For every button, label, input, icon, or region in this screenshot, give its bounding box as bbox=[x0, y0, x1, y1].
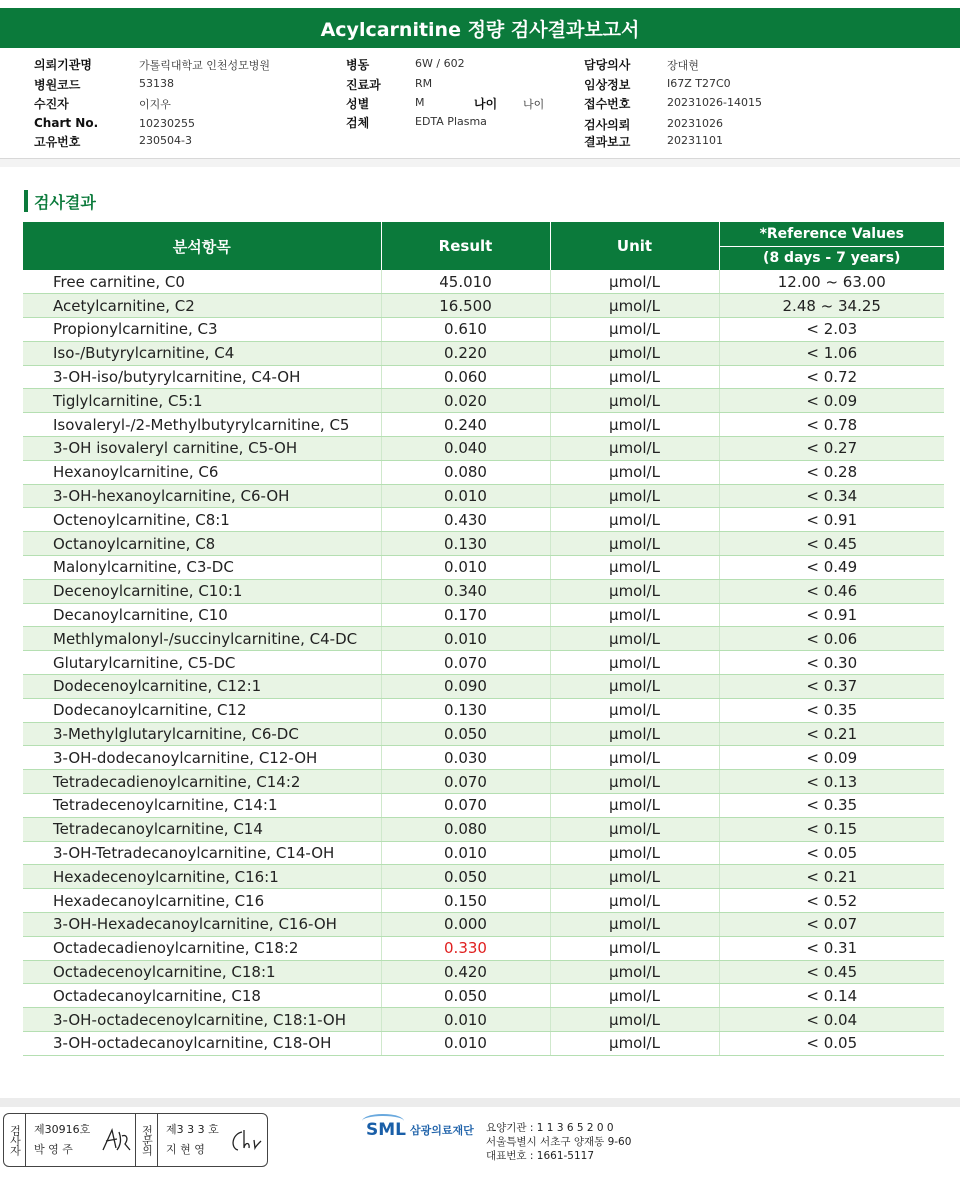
table-row bbox=[23, 627, 944, 651]
lab-logo-mark-text: SML bbox=[366, 1120, 406, 1140]
table-row bbox=[23, 1032, 944, 1056]
section-heading bbox=[24, 189, 96, 213]
specialist-signature-icon bbox=[228, 1126, 264, 1156]
unit-value: μmol/L bbox=[550, 746, 719, 770]
analyte-name: Tetradecenoylcarnitine, C14:1 bbox=[23, 794, 381, 818]
analyte-name: Tetradecadienoylcarnitine, C14:2 bbox=[23, 770, 381, 794]
unit-value: μmol/L bbox=[550, 484, 719, 508]
result-value: 0.130 bbox=[381, 698, 550, 722]
reference-value: < 0.34 bbox=[719, 484, 944, 508]
lab-logo-arc-icon bbox=[362, 1114, 404, 1128]
lab-phone: 대표번호 : 1661-5117 bbox=[486, 1150, 595, 1162]
inspector-name: 박 영 주 bbox=[34, 1143, 73, 1156]
analyte-name: Dodecanoylcarnitine, C12 bbox=[23, 698, 381, 722]
analyte-name: Isovaleryl-/2-Methylbutyrylcarnitine, C5 bbox=[23, 413, 381, 437]
analyte-name: 3-OH-Tetradecanoylcarnitine, C14-OH bbox=[23, 841, 381, 865]
results-body bbox=[23, 270, 944, 1055]
unit-value: μmol/L bbox=[550, 651, 719, 675]
unit-value: μmol/L bbox=[550, 1032, 719, 1056]
analyte-name: 3-OH-iso/butyrylcarnitine, C4-OH bbox=[23, 365, 381, 389]
reference-value: < 0.27 bbox=[719, 437, 944, 461]
lab-name: 삼광의료재단 bbox=[410, 1124, 474, 1137]
unit-value: μmol/L bbox=[550, 556, 719, 580]
analyte-name: Hexadecanoylcarnitine, C16 bbox=[23, 889, 381, 913]
unit-value: μmol/L bbox=[550, 841, 719, 865]
result-value: 0.420 bbox=[381, 960, 550, 984]
result-value: 0.170 bbox=[381, 603, 550, 627]
unit-value: μmol/L bbox=[550, 1008, 719, 1032]
value-age: 나이 bbox=[523, 98, 545, 111]
table-row bbox=[23, 889, 944, 913]
result-value: 0.060 bbox=[381, 365, 550, 389]
analyte-name: Acetylcarnitine, C2 bbox=[23, 294, 381, 318]
analyte-name: Octadecenoylcarnitine, C18:1 bbox=[23, 960, 381, 984]
value-physician: 장대현 bbox=[667, 59, 699, 72]
header-item: 분석항목 bbox=[23, 222, 381, 270]
analyte-name: Free carnitine, C0 bbox=[23, 270, 381, 294]
analyte-name: Tetradecanoylcarnitine, C14 bbox=[23, 817, 381, 841]
label-department: 진료과 bbox=[346, 78, 381, 92]
reference-value: < 0.72 bbox=[719, 365, 944, 389]
result-value: 0.010 bbox=[381, 556, 550, 580]
result-value: 0.010 bbox=[381, 1008, 550, 1032]
value-patient-name: 이지우 bbox=[139, 98, 171, 111]
reference-value: < 0.45 bbox=[719, 532, 944, 556]
result-value: 0.150 bbox=[381, 889, 550, 913]
patient-info bbox=[0, 56, 960, 152]
value-clinical-info: I67Z T27C0 bbox=[667, 77, 731, 90]
analyte-name: Iso-/Butyrylcarnitine, C4 bbox=[23, 341, 381, 365]
analyte-name: 3-OH-octadecanoylcarnitine, C18-OH bbox=[23, 1032, 381, 1056]
unit-value: μmol/L bbox=[550, 817, 719, 841]
unit-value: μmol/L bbox=[550, 675, 719, 699]
analyte-name: Octadecadienoylcarnitine, C18:2 bbox=[23, 936, 381, 960]
unit-value: μmol/L bbox=[550, 532, 719, 556]
unit-value: μmol/L bbox=[550, 318, 719, 342]
reference-value: < 0.35 bbox=[719, 698, 944, 722]
value-ward: 6W / 602 bbox=[415, 57, 465, 70]
reference-value: < 2.03 bbox=[719, 318, 944, 342]
analyte-name: 3-OH-Hexadecanoylcarnitine, C16-OH bbox=[23, 913, 381, 937]
unit-value: μmol/L bbox=[550, 389, 719, 413]
unit-value: μmol/L bbox=[550, 460, 719, 484]
table-row bbox=[23, 698, 944, 722]
label-hospital-code: 병원코드 bbox=[34, 78, 81, 92]
table-row bbox=[23, 794, 944, 818]
analyte-name: Decenoylcarnitine, C10:1 bbox=[23, 579, 381, 603]
inspector-label bbox=[4, 1114, 26, 1166]
reference-value: < 0.37 bbox=[719, 675, 944, 699]
table-row bbox=[23, 508, 944, 532]
result-value: 0.010 bbox=[381, 627, 550, 651]
table-row bbox=[23, 817, 944, 841]
label-patient-name: 수진자 bbox=[34, 97, 69, 111]
analyte-name: 3-Methylglutarylcarnitine, C6-DC bbox=[23, 722, 381, 746]
result-value: 0.070 bbox=[381, 794, 550, 818]
header-reference-sub: (8 days - 7 years) bbox=[719, 246, 944, 270]
result-value: 0.340 bbox=[381, 579, 550, 603]
unit-value: μmol/L bbox=[550, 960, 719, 984]
result-value: 0.070 bbox=[381, 770, 550, 794]
reference-value: < 0.31 bbox=[719, 936, 944, 960]
analyte-name: Octadecanoylcarnitine, C18 bbox=[23, 984, 381, 1008]
table-row bbox=[23, 865, 944, 889]
table-row bbox=[23, 413, 944, 437]
lab-code: 요양기관 : 1 1 3 6 5 2 0 0 bbox=[486, 1122, 614, 1134]
result-value: 0.080 bbox=[381, 460, 550, 484]
result-value: 0.220 bbox=[381, 341, 550, 365]
table-row bbox=[23, 913, 944, 937]
result-value: 0.030 bbox=[381, 746, 550, 770]
reference-value: < 0.30 bbox=[719, 651, 944, 675]
header-unit: Unit bbox=[550, 222, 719, 270]
value-request-date: 20231026 bbox=[667, 117, 723, 130]
reference-value: < 0.91 bbox=[719, 603, 944, 627]
label-physician: 담당의사 bbox=[584, 58, 631, 72]
table-row bbox=[23, 651, 944, 675]
header-result: Result bbox=[381, 222, 550, 270]
table-row bbox=[23, 579, 944, 603]
result-value: 0.240 bbox=[381, 413, 550, 437]
reference-value: 12.00 ~ 63.00 bbox=[719, 270, 944, 294]
table-row bbox=[23, 936, 944, 960]
result-value: 0.010 bbox=[381, 1032, 550, 1056]
inspector-signature-icon bbox=[100, 1126, 134, 1156]
analyte-name: 3-OH-octadecenoylcarnitine, C18:1-OH bbox=[23, 1008, 381, 1032]
label-age: 나이 bbox=[474, 97, 498, 111]
reference-value: < 0.46 bbox=[719, 579, 944, 603]
table-row bbox=[23, 532, 944, 556]
table-row bbox=[23, 722, 944, 746]
unit-value: μmol/L bbox=[550, 294, 719, 318]
specialist-label-text: 전문의 bbox=[140, 1125, 154, 1155]
value-specimen: EDTA Plasma bbox=[415, 115, 487, 128]
label-report-date: 결과보고 bbox=[584, 135, 631, 149]
table-row bbox=[23, 841, 944, 865]
reference-value: < 0.05 bbox=[719, 1032, 944, 1056]
section-title: 검사결과 bbox=[34, 192, 96, 212]
unit-value: μmol/L bbox=[550, 437, 719, 461]
table-row bbox=[23, 675, 944, 699]
unit-value: μmol/L bbox=[550, 508, 719, 532]
table-row bbox=[23, 1008, 944, 1032]
reference-value: < 0.45 bbox=[719, 960, 944, 984]
reference-value: < 0.21 bbox=[719, 865, 944, 889]
table-row bbox=[23, 437, 944, 461]
unit-value: μmol/L bbox=[550, 770, 719, 794]
unit-value: μmol/L bbox=[550, 270, 719, 294]
specialist-info bbox=[166, 1120, 219, 1160]
unit-value: μmol/L bbox=[550, 984, 719, 1008]
result-value: 0.020 bbox=[381, 389, 550, 413]
unit-value: μmol/L bbox=[550, 603, 719, 627]
result-value: 0.000 bbox=[381, 913, 550, 937]
unit-value: μmol/L bbox=[550, 627, 719, 651]
result-value: 16.500 bbox=[381, 294, 550, 318]
value-chart-no: 10230255 bbox=[139, 117, 195, 130]
analyte-name: 3-OH-hexanoylcarnitine, C6-OH bbox=[23, 484, 381, 508]
reference-value: < 0.13 bbox=[719, 770, 944, 794]
reference-value: < 0.78 bbox=[719, 413, 944, 437]
reference-value: < 0.09 bbox=[719, 746, 944, 770]
label-chart-no: Chart No. bbox=[34, 116, 99, 130]
reference-value: < 0.21 bbox=[719, 722, 944, 746]
specialist-license: 제3 3 3 호 bbox=[166, 1123, 219, 1136]
table-row bbox=[23, 389, 944, 413]
table-row bbox=[23, 603, 944, 627]
analyte-name: Decanoylcarnitine, C10 bbox=[23, 603, 381, 627]
results-table bbox=[23, 222, 944, 1056]
value-sex: M bbox=[415, 96, 425, 109]
label-accession-no: 접수번호 bbox=[584, 97, 631, 111]
specialist-label bbox=[136, 1114, 158, 1166]
value-unique-no: 230504-3 bbox=[139, 134, 192, 147]
result-value: 0.090 bbox=[381, 675, 550, 699]
label-sex: 성별 bbox=[346, 97, 370, 111]
table-row bbox=[23, 556, 944, 580]
reference-value: < 0.07 bbox=[719, 913, 944, 937]
value-hospital-code: 53138 bbox=[139, 77, 174, 90]
unit-value: μmol/L bbox=[550, 913, 719, 937]
unit-value: μmol/L bbox=[550, 579, 719, 603]
reference-value: < 0.09 bbox=[719, 389, 944, 413]
header-gray-strip bbox=[0, 159, 960, 167]
analyte-name: Tiglylcarnitine, C5:1 bbox=[23, 389, 381, 413]
header-reference: *Reference Values bbox=[719, 222, 944, 246]
reference-value: 2.48 ~ 34.25 bbox=[719, 294, 944, 318]
result-value: 0.610 bbox=[381, 318, 550, 342]
table-row bbox=[23, 365, 944, 389]
label-clinical-info: 임상정보 bbox=[584, 78, 631, 92]
reference-value: < 0.04 bbox=[719, 1008, 944, 1032]
unit-value: μmol/L bbox=[550, 341, 719, 365]
label-unique-no: 고유번호 bbox=[34, 135, 81, 149]
analyte-name: Octanoylcarnitine, C8 bbox=[23, 532, 381, 556]
analyte-name: 3-OH isovaleryl carnitine, C5-OH bbox=[23, 437, 381, 461]
table-row bbox=[23, 270, 944, 294]
table-row bbox=[23, 484, 944, 508]
signature-box bbox=[3, 1113, 268, 1167]
unit-value: μmol/L bbox=[550, 794, 719, 818]
unit-value: μmol/L bbox=[550, 936, 719, 960]
reference-value: < 0.52 bbox=[719, 889, 944, 913]
table-row bbox=[23, 770, 944, 794]
result-value: 0.330 bbox=[381, 936, 550, 960]
analyte-name: Glutarylcarnitine, C5-DC bbox=[23, 651, 381, 675]
result-value: 0.040 bbox=[381, 437, 550, 461]
reference-value: < 0.14 bbox=[719, 984, 944, 1008]
specialist-name: 지 현 영 bbox=[166, 1143, 205, 1156]
result-value: 45.010 bbox=[381, 270, 550, 294]
analyte-name: Methlymalonyl-/succinylcarnitine, C4-DC bbox=[23, 627, 381, 651]
lab-info bbox=[486, 1121, 631, 1163]
table-row bbox=[23, 294, 944, 318]
label-specimen: 검체 bbox=[346, 116, 370, 130]
lab-logo bbox=[366, 1120, 474, 1140]
table-row bbox=[23, 460, 944, 484]
reference-value: < 1.06 bbox=[719, 341, 944, 365]
analyte-name: Dodecenoylcarnitine, C12:1 bbox=[23, 675, 381, 699]
reference-value: < 0.28 bbox=[719, 460, 944, 484]
unit-value: μmol/L bbox=[550, 722, 719, 746]
inspector-label-text: 검사자 bbox=[8, 1125, 22, 1155]
label-requesting-institution: 의뢰기관명 bbox=[34, 58, 92, 72]
result-value: 0.050 bbox=[381, 865, 550, 889]
result-value: 0.010 bbox=[381, 484, 550, 508]
analyte-name: Hexadecenoylcarnitine, C16:1 bbox=[23, 865, 381, 889]
value-requesting-institution: 가톨릭대학교 인천성모병원 bbox=[139, 59, 271, 72]
analyte-name: Octenoylcarnitine, C8:1 bbox=[23, 508, 381, 532]
reference-value: < 0.49 bbox=[719, 556, 944, 580]
value-department: RM bbox=[415, 77, 433, 90]
unit-value: μmol/L bbox=[550, 865, 719, 889]
footer-gray-strip bbox=[0, 1098, 960, 1107]
label-request-date: 검사의뢰 bbox=[584, 118, 631, 132]
table-row bbox=[23, 984, 944, 1008]
reference-value: < 0.06 bbox=[719, 627, 944, 651]
reference-value: < 0.15 bbox=[719, 817, 944, 841]
table-row bbox=[23, 746, 944, 770]
unit-value: μmol/L bbox=[550, 698, 719, 722]
unit-value: μmol/L bbox=[550, 413, 719, 437]
lab-logo-mark bbox=[366, 1120, 406, 1140]
value-report-date: 20231101 bbox=[667, 134, 723, 147]
reference-value: < 0.05 bbox=[719, 841, 944, 865]
report-title: Acylcarnitine 정량 검사결과보고서 bbox=[0, 8, 960, 48]
reference-value: < 0.91 bbox=[719, 508, 944, 532]
label-ward: 병동 bbox=[346, 58, 370, 72]
result-value: 0.050 bbox=[381, 984, 550, 1008]
unit-value: μmol/L bbox=[550, 365, 719, 389]
result-value: 0.010 bbox=[381, 841, 550, 865]
table-row bbox=[23, 318, 944, 342]
analyte-name: Propionylcarnitine, C3 bbox=[23, 318, 381, 342]
table-row bbox=[23, 341, 944, 365]
lab-address: 서울특별시 서초구 양재동 9-60 bbox=[486, 1136, 632, 1148]
unit-value: μmol/L bbox=[550, 889, 719, 913]
result-value: 0.070 bbox=[381, 651, 550, 675]
table-row bbox=[23, 960, 944, 984]
inspector-info bbox=[34, 1120, 90, 1160]
result-value: 0.430 bbox=[381, 508, 550, 532]
value-accession-no: 20231026-14015 bbox=[667, 96, 762, 109]
analyte-name: Hexanoylcarnitine, C6 bbox=[23, 460, 381, 484]
analyte-name: Malonylcarnitine, C3-DC bbox=[23, 556, 381, 580]
result-value: 0.080 bbox=[381, 817, 550, 841]
reference-value: < 0.35 bbox=[719, 794, 944, 818]
inspector-license: 제30916호 bbox=[34, 1123, 91, 1136]
result-value: 0.050 bbox=[381, 722, 550, 746]
result-value: 0.130 bbox=[381, 532, 550, 556]
analyte-name: 3-OH-dodecanoylcarnitine, C12-OH bbox=[23, 746, 381, 770]
section-bar bbox=[24, 190, 28, 212]
